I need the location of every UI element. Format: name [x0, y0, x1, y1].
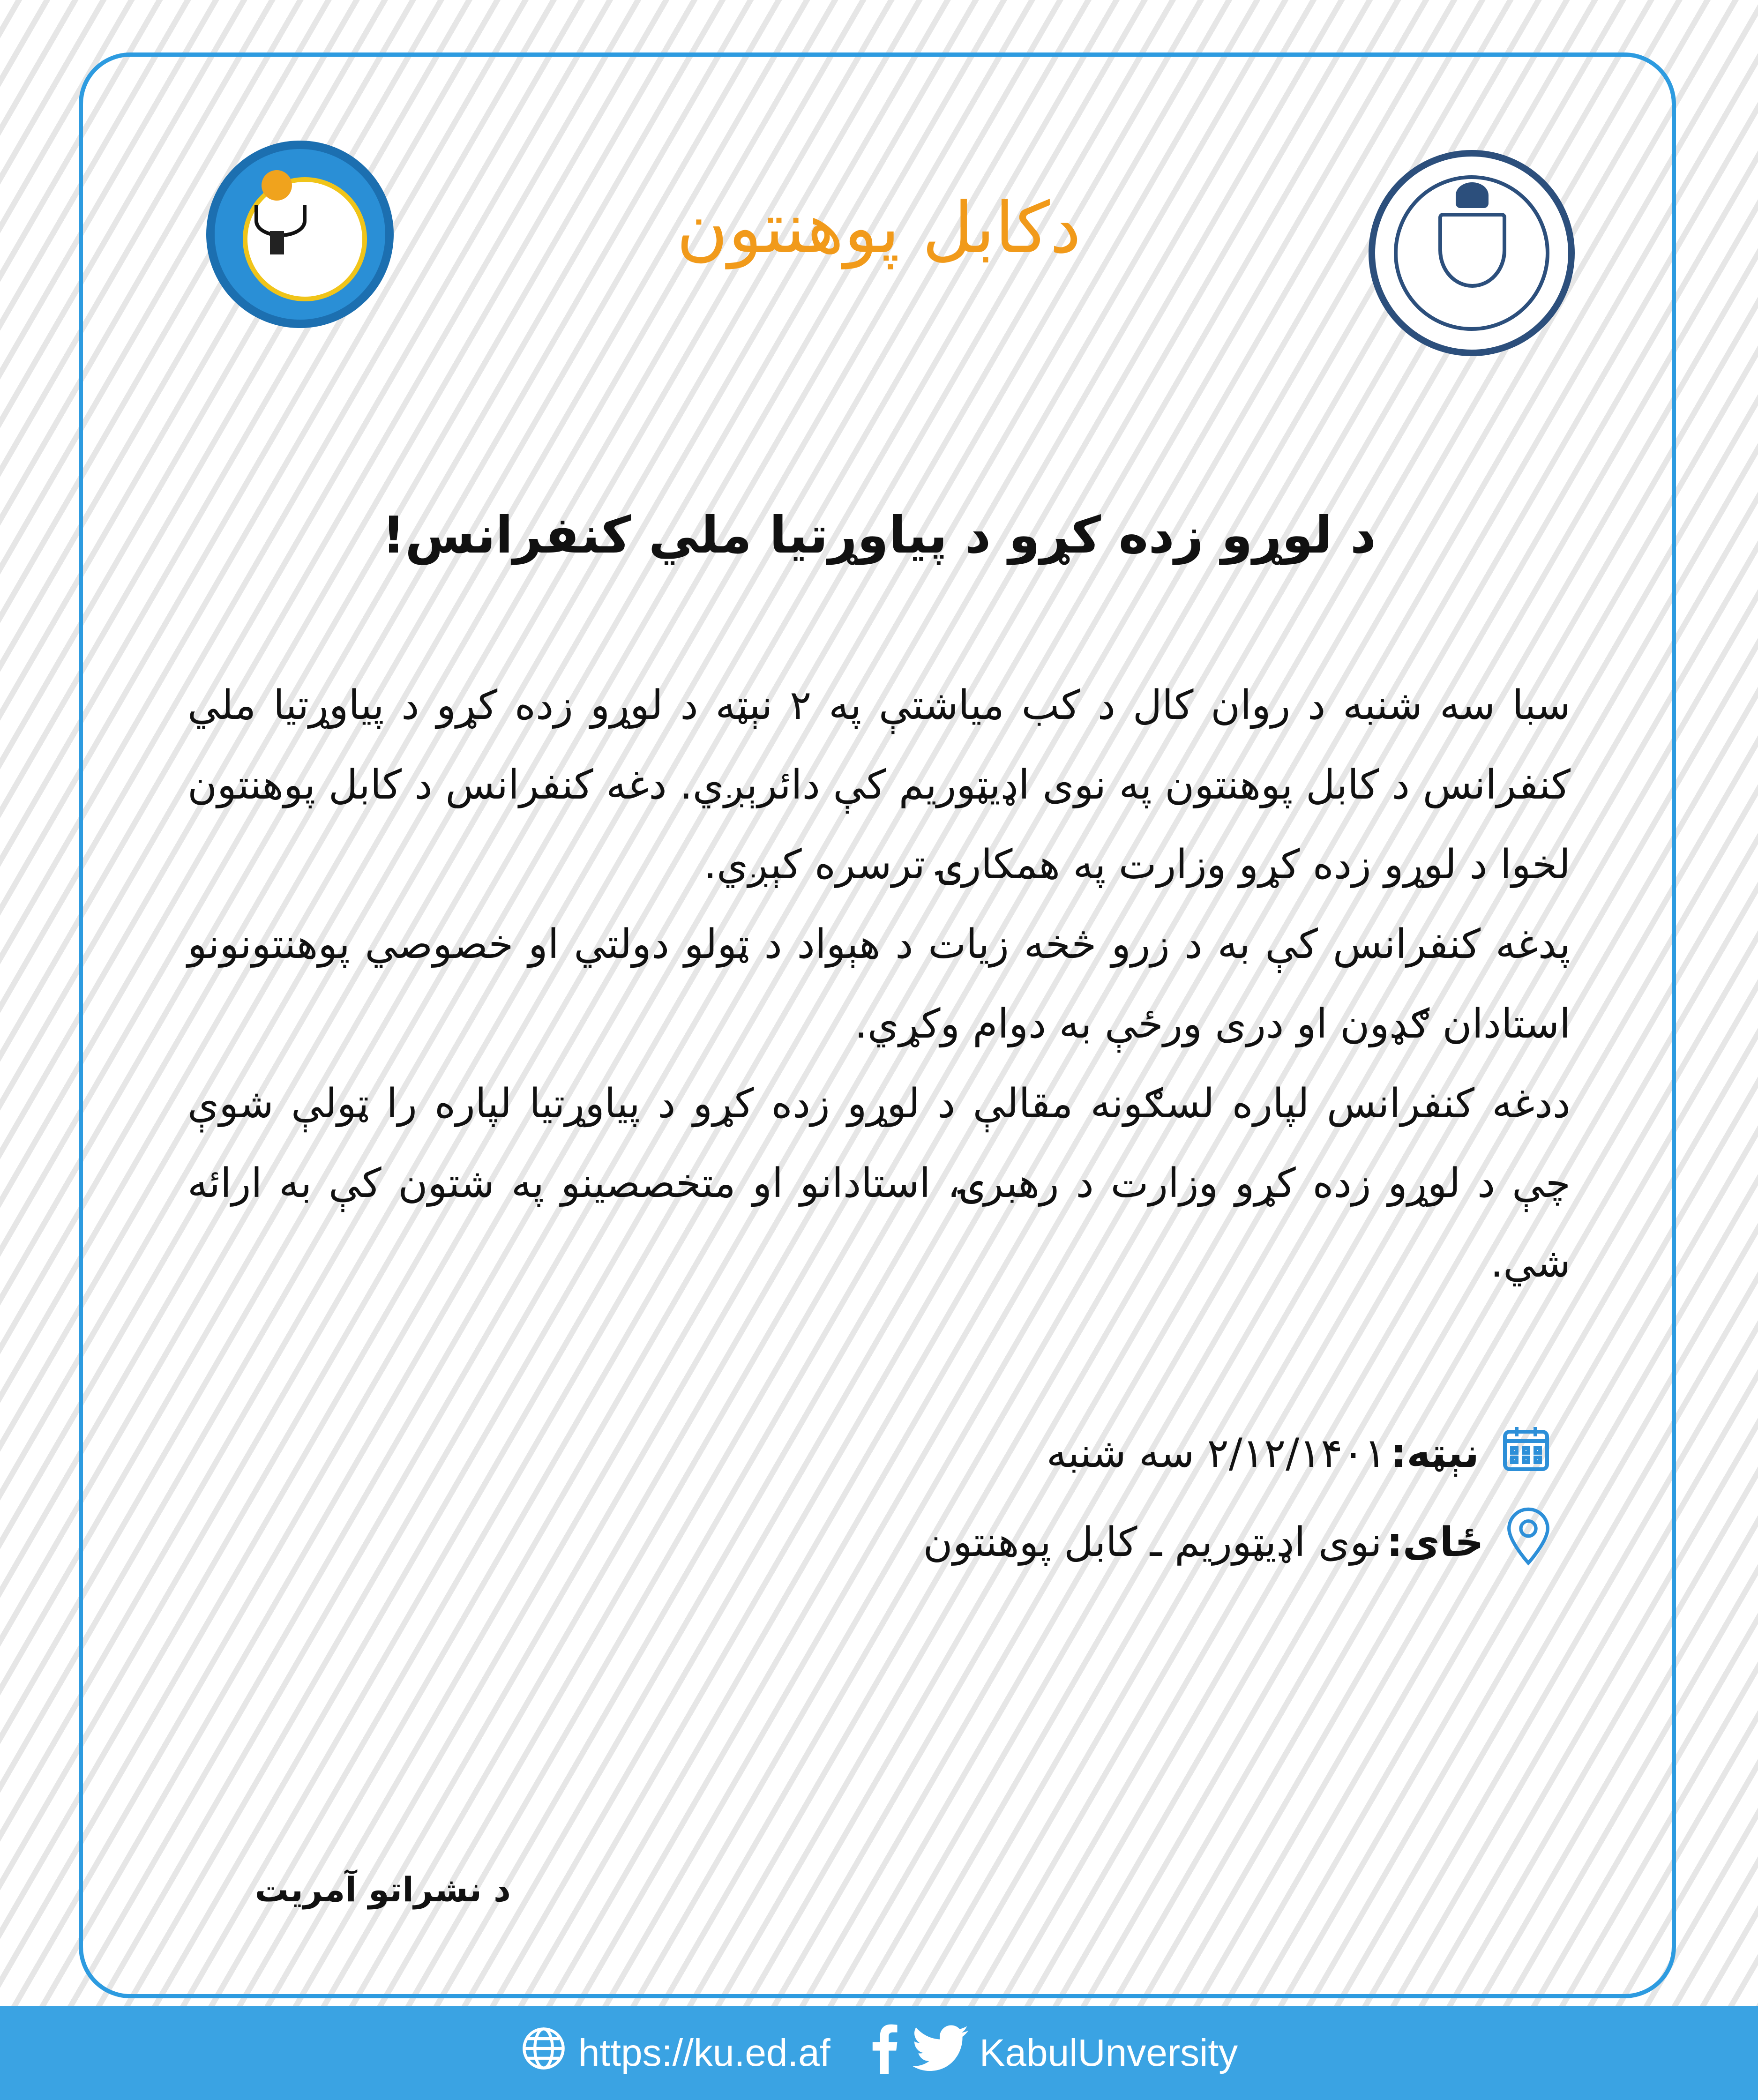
announcement-body — [187, 665, 1571, 1303]
brand-title: دکابل پوهنتون — [676, 187, 1081, 269]
globe-icon — [520, 2025, 567, 2081]
body-paragraph-3: ددغه کنفرانس لپاره لسګونه مقالې د لوړو زده کړو د پیاوړتیا لپاره را ټولې شوې چې د لوړو زده کړو وزارت د رهبرۍ، استادانو او متخصصینو په شتون کې به ارائه شي. — [187, 1080, 1571, 1286]
location-pin-icon — [1503, 1507, 1554, 1577]
conference-logo — [206, 141, 394, 328]
body-paragraph-2: پدغه کنفرانس کې به د زرو څخه زیات د هېواد د ټولو دولتي او خصوصي پوهنتونونو استادان ګډون او دری ورځې به دوام وکړي. — [187, 921, 1571, 1047]
crest-icon — [1456, 182, 1489, 208]
place-value: نوی اډیټوریم ـ کابل پوهنتون — [923, 1518, 1382, 1566]
publications-office: د نشراتو آمریت — [254, 1870, 511, 1909]
website-url: https://ku.ed.af — [578, 2032, 830, 2074]
twitter-icon[interactable] — [912, 2025, 968, 2081]
calendar-icon — [1498, 1420, 1554, 1486]
footer-bar — [0, 2006, 1758, 2100]
social-handle: KabulUnversity — [979, 2032, 1238, 2074]
university-seal — [1369, 150, 1575, 356]
sun-icon — [262, 170, 292, 201]
body-paragraph-1: سبا سه شنبه د روان کال د کب میاشتې په ۲ نېټه د لوړو زده کړو د پیاوړتیا ملي کنفرانس د کابل پوهنتون په نوی اډیټوریم کې دائرېږي. دغه کنفرانس د کابل پوهنتون لخوا د لوړو زده کړو وزارت په همکارۍ ترسره کېږي. — [187, 682, 1571, 888]
tower-icon — [270, 231, 284, 254]
social-links[interactable] — [868, 2023, 1238, 2084]
facebook-icon[interactable] — [868, 2023, 901, 2084]
date-value: ۲/۱۲/۱۴۰۱ سه شنبه — [1046, 1429, 1386, 1477]
place-label: ځای: — [1386, 1518, 1484, 1566]
announcement-title: د لوړو زده کړو د پیاوړتیا ملي کنفرانس! — [382, 506, 1376, 565]
event-location — [923, 1507, 1554, 1577]
conference-logo-inner — [243, 177, 367, 301]
date-label: نېټه: — [1390, 1429, 1479, 1477]
shield-icon — [1438, 213, 1506, 288]
website-link[interactable] — [520, 2025, 830, 2081]
event-date — [1047, 1420, 1554, 1486]
